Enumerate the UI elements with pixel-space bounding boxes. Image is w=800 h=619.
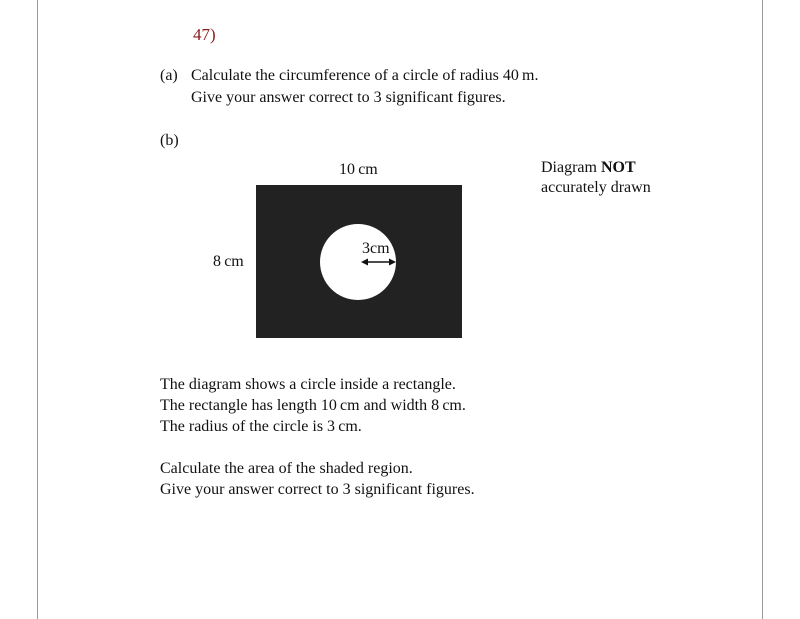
part-a-label: (a) xyxy=(160,67,178,84)
rectangle-length-label: 10 cm xyxy=(339,161,378,178)
part-b-text-line1: The diagram shows a circle inside a rectangle. xyxy=(160,376,456,393)
diagram-note-not: NOT xyxy=(600,159,636,176)
rectangle-width-label: 8 cm xyxy=(213,253,244,270)
part-b-text-line3: The radius of the circle is 3 cm. xyxy=(160,418,362,435)
part-b-label: (b) xyxy=(160,132,179,149)
diagram-note-line2: accurately drawn xyxy=(541,179,651,196)
part-b-instruction-line2: Give your answer correct to 3 significant figures. xyxy=(160,481,475,498)
diagram-note-prefix: Diagram xyxy=(541,159,601,176)
question-number: 47) xyxy=(193,25,216,44)
part-b-instruction-line1: Calculate the area of the shaded region. xyxy=(160,460,413,477)
circle-radius-label: 3cm xyxy=(362,240,390,257)
diagram-note xyxy=(541,158,651,198)
part-b-text-line2: The rectangle has length 10 cm and width 8 cm. xyxy=(160,397,466,414)
part-a-question-line1: Calculate the circumference of a circle of radius 40 m. xyxy=(191,67,539,84)
part-a-question-line2: Give your answer correct to 3 significant figures. xyxy=(191,89,506,106)
